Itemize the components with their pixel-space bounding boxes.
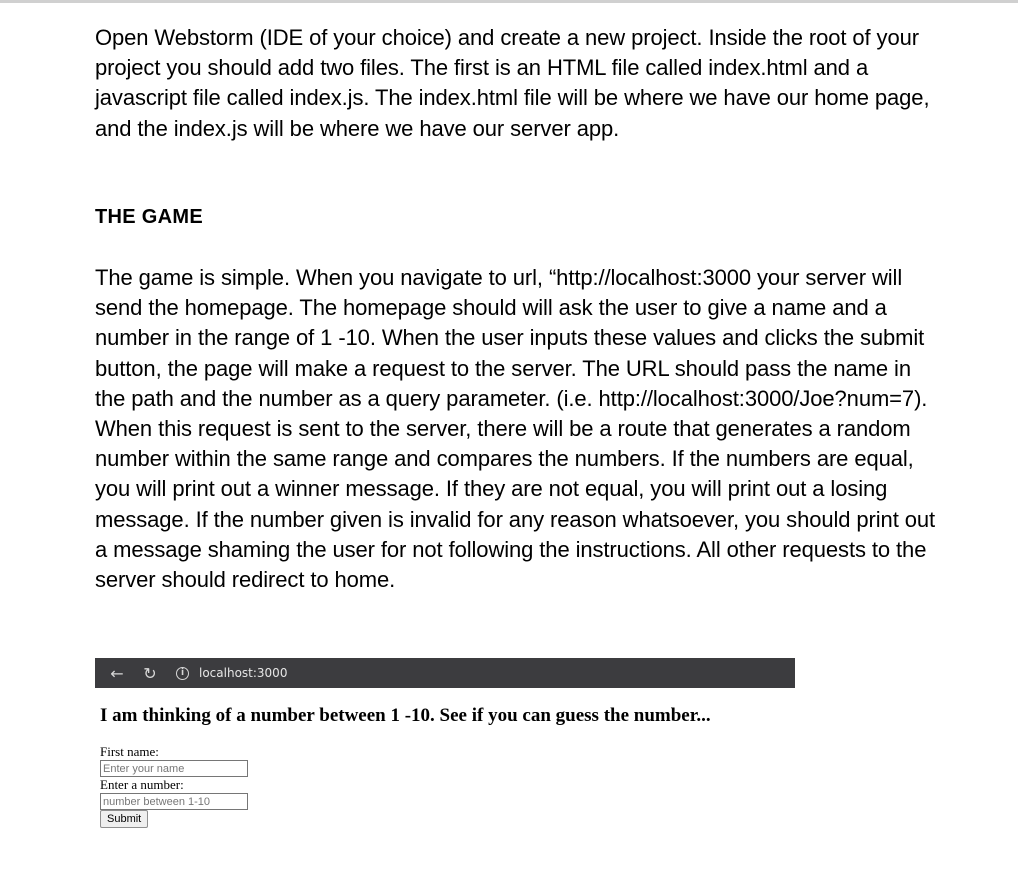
section-heading: THE GAME (95, 206, 203, 228)
address-bar[interactable] (176, 662, 706, 684)
address-url: localhost:3000 (199, 666, 288, 680)
first-name-input[interactable] (100, 760, 248, 777)
game-paragraph: The game is simple. When you navigate to url, “http://localhost:3000 your server will send the homepage. The homepage should will ask the user to give a name and a number in the range of 1 -10. When the user inputs these values and clicks the submit button, the page will make a request to the server. The URL should pass the name in the path and the number as a query parameter. (i.e. http://localhost:3000/Joe?num=7). When this request is sent to the server, there will be a route that generates a random number within the same range and compares the numbers. If the numbers are equal, you will print out a winner message. If they are not equal, you will print out a losing message. If the number given is invalid for any reason whatsoever, you should print out a message shaming the user for not following the instructions. All other requests to the server should redirect to home. (95, 265, 935, 593)
guess-form (100, 744, 248, 828)
number-input[interactable] (100, 793, 248, 810)
page-top-border (0, 0, 1018, 3)
number-label: Enter a number: (100, 777, 184, 792)
reload-icon[interactable]: ↻ (143, 663, 157, 683)
arrow-left-icon[interactable]: ← (110, 663, 124, 683)
first-name-label: First name: (100, 744, 159, 759)
embedded-browser-screenshot (95, 658, 795, 838)
intro-paragraph: Open Webstorm (IDE of your choice) and create a new project. Inside the root of your project you should add two files. The first is an HTML file called index.html and a javascript file called index.js. The index.html file will be where we have our home page, and the index.js will be where we have our server app. (95, 25, 930, 141)
game-page-heading: I am thinking of a number between 1 -10. See if you can guess the number... (100, 705, 711, 726)
info-icon[interactable]: i (176, 667, 189, 680)
browser-toolbar (95, 658, 795, 688)
submit-button[interactable]: Submit (100, 810, 148, 828)
